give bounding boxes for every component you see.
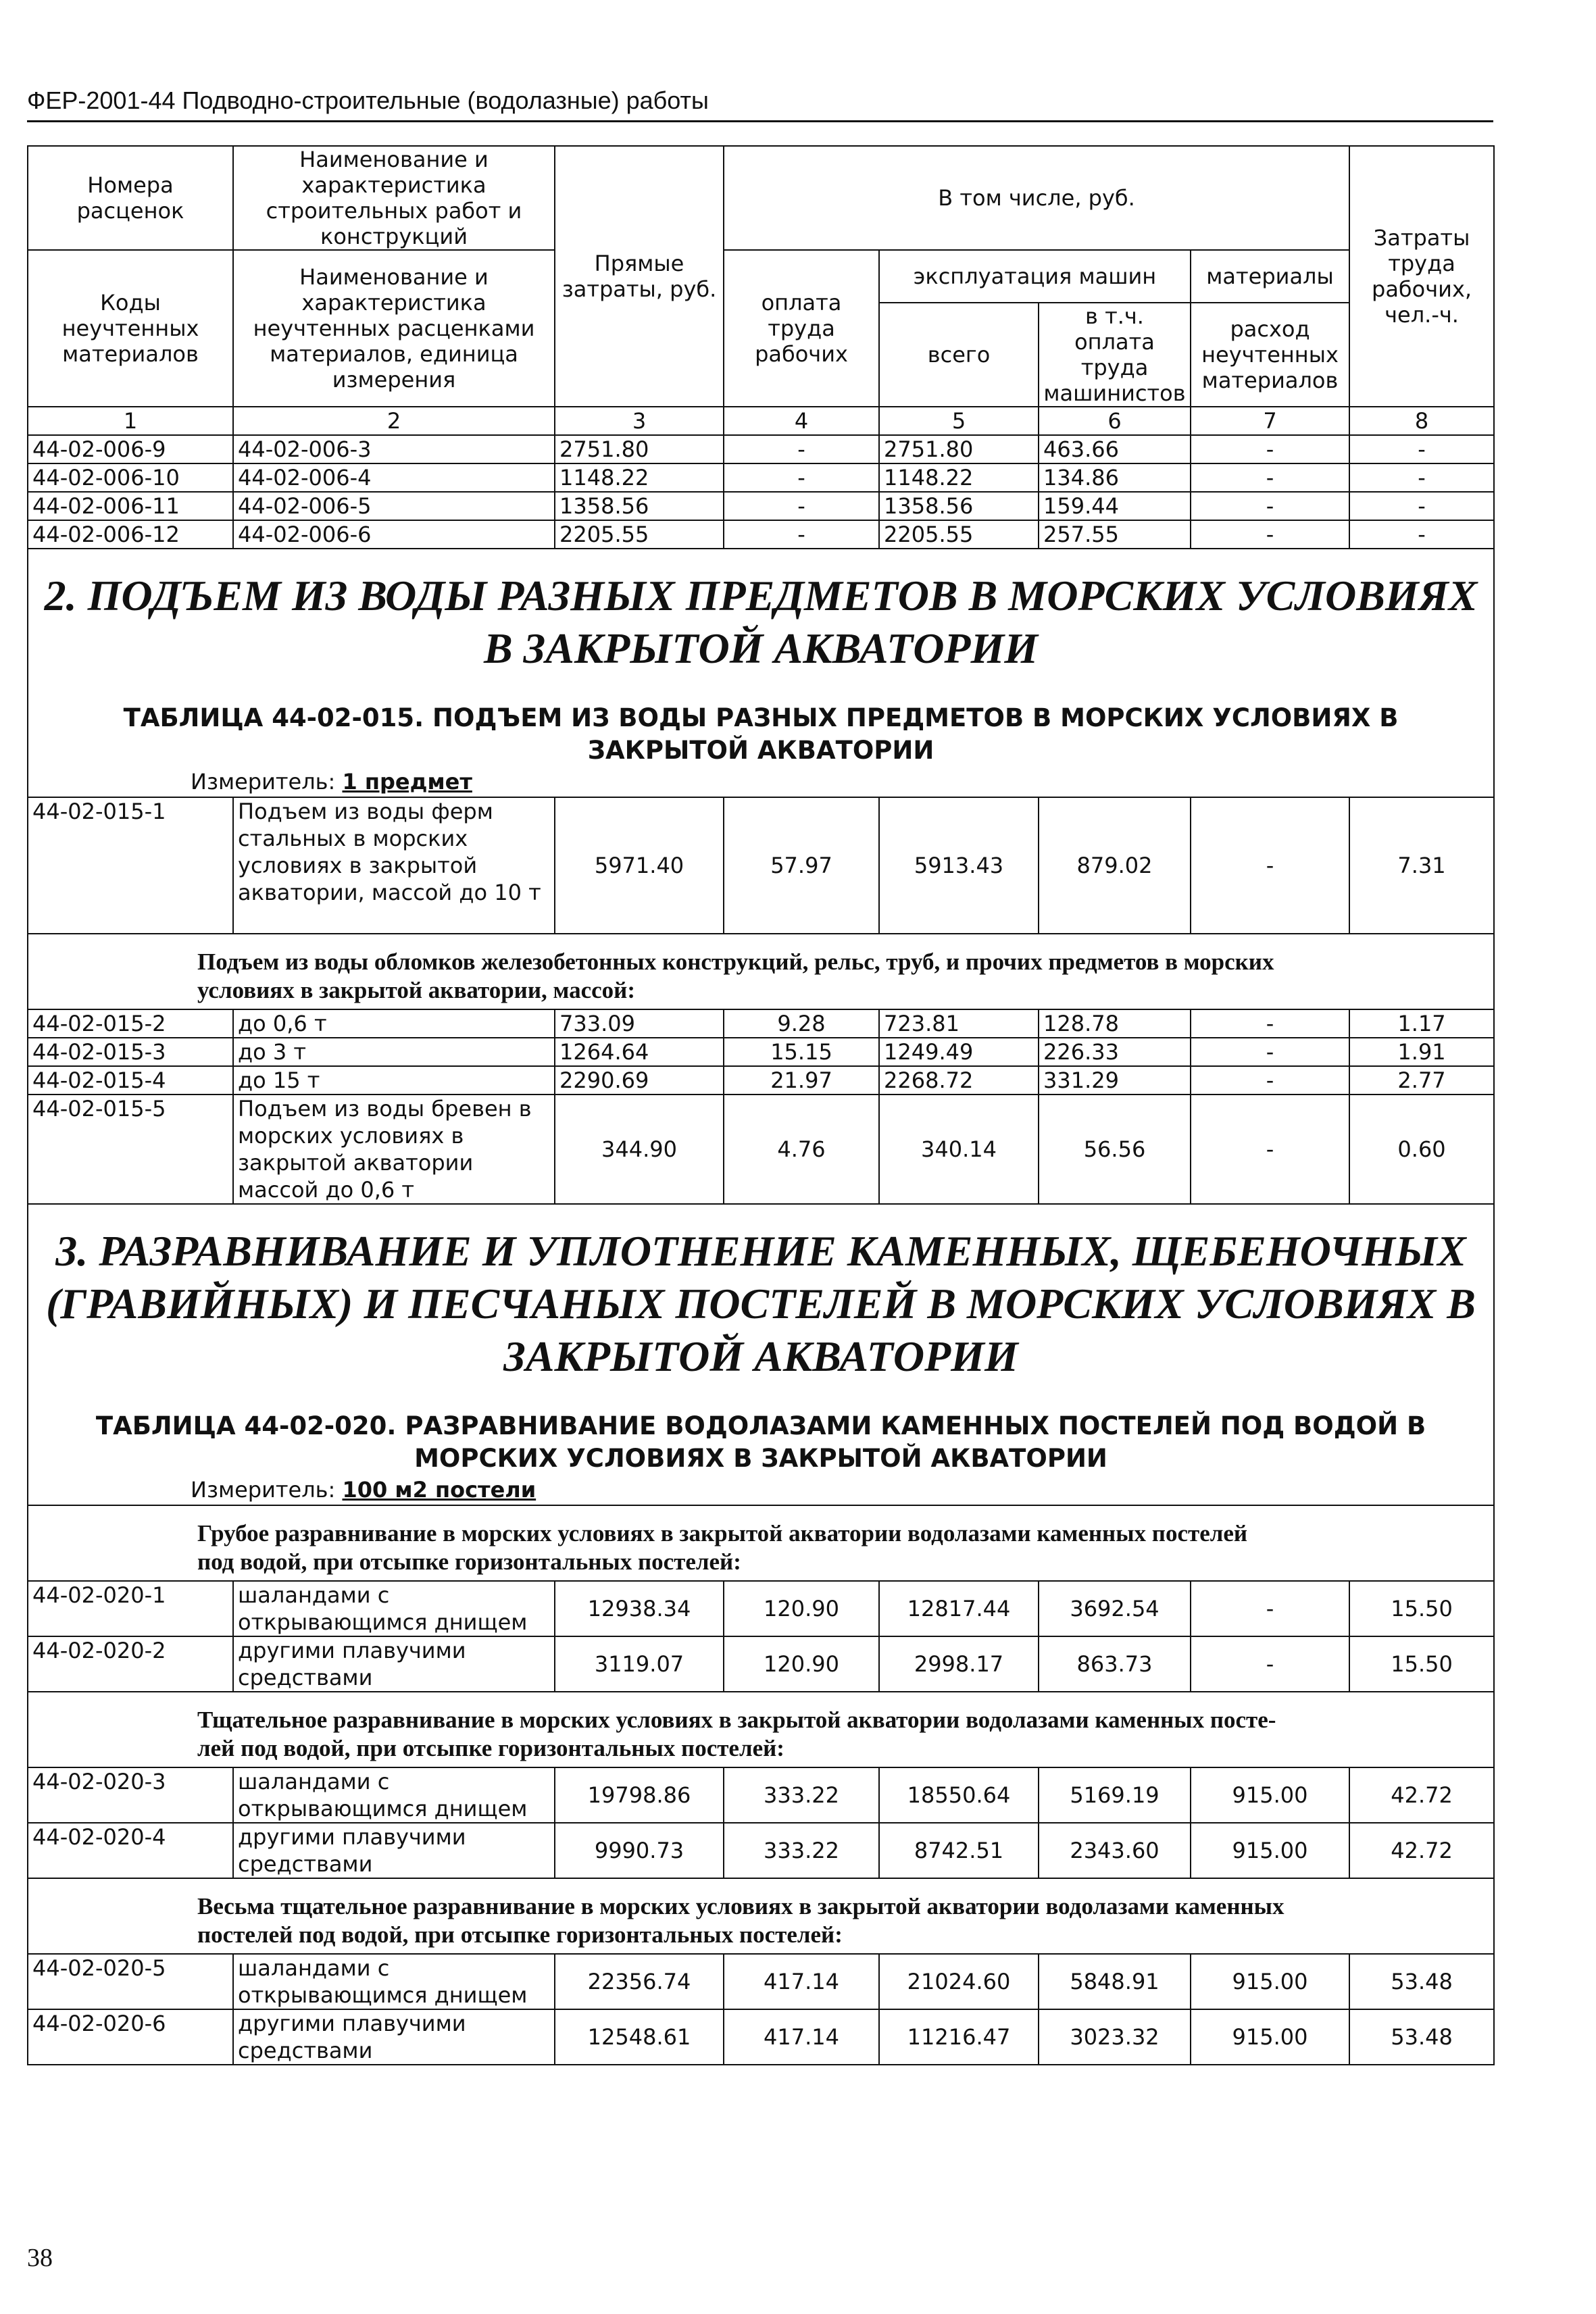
machinist-pay: 879.02 — [1039, 797, 1191, 934]
materials-cost: - — [1191, 1038, 1349, 1066]
machines-cost: 11216.47 — [879, 2009, 1039, 2065]
section-3-title: 3. РАЗРАВНИВАНИЕ И УПЛОТНЕНИЕ КАМЕННЫХ, ЩЕБЕНОЧНЫХ (ГРАВИЙНЫХ) И ПЕСЧАНЫХ ПОСТЕЛЕЙ В МОРСКИХ УСЛОВИЯХ В ЗАКРЫТОЙ АКВАТОРИИ — [46, 1227, 1476, 1380]
worker-pay: 9.28 — [724, 1009, 879, 1038]
labor-hours: 0.60 — [1349, 1095, 1494, 1204]
col-num: 5 — [879, 407, 1039, 435]
direct-cost: 2205.55 — [555, 520, 724, 549]
rate-code: 44-02-020-4 — [28, 1823, 233, 1878]
rate-code: 44-02-006-12 — [28, 520, 233, 549]
table-row — [28, 463, 1494, 492]
worker-pay: 4.76 — [724, 1095, 879, 1204]
labor-hours: 1.91 — [1349, 1038, 1494, 1066]
direct-cost: 19798.86 — [555, 1767, 724, 1823]
labor-hours: 42.72 — [1349, 1767, 1494, 1823]
rate-code: 44-02-020-1 — [28, 1581, 233, 1636]
table-44-02-015-title: ТАБЛИЦА 44-02-015. ПОДЪЕМ ИЗ ВОДЫ РАЗНЫХ ПРЕДМЕТОВ В МОРСКИХ УСЛОВИЯХ В ЗАКРЫТОЙ АКВАТОРИИ — [123, 703, 1399, 765]
machines-cost: 1358.56 — [879, 492, 1039, 520]
labor-hours: 15.50 — [1349, 1636, 1494, 1692]
direct-cost: 344.90 — [555, 1095, 724, 1204]
materials-cost: 915.00 — [1191, 1767, 1349, 1823]
materials-cost: - — [1191, 1009, 1349, 1038]
table-row — [28, 492, 1494, 520]
table-row — [28, 797, 1494, 934]
table-row — [28, 1954, 1494, 2009]
labor-hours: - — [1349, 492, 1494, 520]
machinist-pay: 863.73 — [1039, 1636, 1191, 1692]
header-machines-total: всего — [879, 303, 1039, 407]
rate-code: 44-02-020-2 — [28, 1636, 233, 1692]
worker-pay: - — [724, 463, 879, 492]
worker-pay: - — [724, 435, 879, 463]
table-44-02-015-meter — [28, 767, 1493, 797]
machines-cost: 21024.60 — [879, 1954, 1039, 2009]
header-codes: Номера расценок — [28, 146, 233, 250]
rate-code: 44-02-015-3 — [28, 1038, 233, 1066]
table-row — [28, 1823, 1494, 1878]
rate-code: 44-02-015-4 — [28, 1066, 233, 1095]
worker-pay: 57.97 — [724, 797, 879, 934]
labor-hours: 2.77 — [1349, 1066, 1494, 1095]
rate-name: шаландами с открывающимся днищем — [233, 1581, 555, 1636]
header-machines: эксплуатация машин — [879, 250, 1191, 303]
header-material-name: Наименование и характеристика неучтенных расценками материалов, единица измерения — [233, 250, 555, 407]
materials-cost: - — [1191, 492, 1349, 520]
machines-cost: 2205.55 — [879, 520, 1039, 549]
direct-cost: 9990.73 — [555, 1823, 724, 1878]
rate-name: Подъем из воды бревен в морских условиях в закрытой акватории массой до 0,6 т — [233, 1095, 555, 1204]
labor-hours: 53.48 — [1349, 1954, 1494, 2009]
header-including: В том числе, руб. — [724, 146, 1349, 250]
header-worker-pay: оплата труда рабочих — [724, 250, 879, 407]
worker-pay: 120.90 — [724, 1581, 879, 1636]
table-row — [28, 2009, 1494, 2065]
header-materials: материалы — [1191, 250, 1349, 303]
group-heading — [28, 1506, 1493, 1580]
rate-name: другими плавучими средствами — [233, 2009, 555, 2065]
col-num: 3 — [555, 407, 724, 435]
materials-cost: - — [1191, 1095, 1349, 1204]
rate-name: Подъем из воды ферм стальных в морских условиях в закрытой акватории, массой до 10 т — [233, 797, 555, 934]
direct-cost: 2751.80 — [555, 435, 724, 463]
rate-name: 44-02-006-5 — [233, 492, 555, 520]
rate-code: 44-02-015-1 — [28, 797, 233, 934]
rate-name: другими плавучими средствами — [233, 1823, 555, 1878]
machines-cost: 340.14 — [879, 1095, 1039, 1204]
running-head: ФЕР-2001-44 Подводно-строительные (водолазные) работы — [27, 86, 709, 114]
materials-cost: 915.00 — [1191, 1823, 1349, 1878]
rate-name: другими плавучими средствами — [233, 1636, 555, 1692]
machines-cost: 2268.72 — [879, 1066, 1039, 1095]
header-material-codes: Коды неучтенных материалов — [28, 250, 233, 407]
table-row — [28, 435, 1494, 463]
machinist-pay: 463.66 — [1039, 435, 1191, 463]
machines-cost: 18550.64 — [879, 1767, 1039, 1823]
table-44-02-020-meter — [28, 1475, 1493, 1505]
machines-cost: 5913.43 — [879, 797, 1039, 934]
group-heading-line: Грубое разравнивание в морских условиях в закрытой акватории водолазами каменных постелей — [197, 1520, 1248, 1546]
materials-cost: 915.00 — [1191, 2009, 1349, 2065]
col-num: 4 — [724, 407, 879, 435]
rate-code: 44-02-015-5 — [28, 1095, 233, 1204]
labor-hours: 42.72 — [1349, 1823, 1494, 1878]
machines-cost: 2998.17 — [879, 1636, 1039, 1692]
machines-cost: 1249.49 — [879, 1038, 1039, 1066]
materials-cost: - — [1191, 1581, 1349, 1636]
header-machinist-pay: в т.ч. оплата труда машинистов — [1039, 303, 1191, 407]
machinist-pay: 5169.19 — [1039, 1767, 1191, 1823]
table-44-02-020-title: ТАБЛИЦА 44-02-020. РАЗРАВНИВАНИЕ ВОДОЛАЗАМИ КАМЕННЫХ ПОСТЕЛЕЙ ПОД ВОДОЙ В МОРСКИХ УСЛОВИЯХ В ЗАКРЫТОЙ АКВАТОРИИ — [95, 1411, 1426, 1473]
labor-hours: - — [1349, 463, 1494, 492]
machinist-pay: 5848.91 — [1039, 1954, 1191, 2009]
col-num: 7 — [1191, 407, 1349, 435]
header-row-2 — [28, 250, 1494, 303]
group-heading-row — [28, 1878, 1494, 1954]
header-rule — [27, 120, 1493, 122]
meter-value: 1 предмет — [342, 769, 472, 795]
labor-hours: 1.17 — [1349, 1009, 1494, 1038]
machines-cost: 723.81 — [879, 1009, 1039, 1038]
page-number: 38 — [27, 2244, 53, 2272]
rate-code: 44-02-006-9 — [28, 435, 233, 463]
labor-hours: 53.48 — [1349, 2009, 1494, 2065]
machinist-pay: 3692.54 — [1039, 1581, 1191, 1636]
section-2-row — [28, 549, 1494, 797]
section-3-row — [28, 1204, 1494, 1505]
machinist-pay: 159.44 — [1039, 492, 1191, 520]
worker-pay: 417.14 — [724, 2009, 879, 2065]
machines-cost: 12817.44 — [879, 1581, 1039, 1636]
labor-hours: - — [1349, 435, 1494, 463]
direct-cost: 3119.07 — [555, 1636, 724, 1692]
materials-cost: - — [1191, 1066, 1349, 1095]
group-heading — [28, 1879, 1493, 1953]
rate-code: 44-02-020-3 — [28, 1767, 233, 1823]
materials-cost: - — [1191, 463, 1349, 492]
direct-cost: 1358.56 — [555, 492, 724, 520]
group-heading-line: лей под водой, при отсыпке горизонтальных постелей: — [197, 1735, 784, 1761]
group-heading-row — [28, 934, 1494, 1009]
machines-cost: 1148.22 — [879, 463, 1039, 492]
direct-cost: 12938.34 — [555, 1581, 724, 1636]
machines-cost: 8742.51 — [879, 1823, 1039, 1878]
worker-pay: 333.22 — [724, 1767, 879, 1823]
rate-name: шаландами с открывающимся днищем — [233, 1954, 555, 2009]
worker-pay: 120.90 — [724, 1636, 879, 1692]
labor-hours: 15.50 — [1349, 1581, 1494, 1636]
direct-cost: 1148.22 — [555, 463, 724, 492]
worker-pay: 333.22 — [724, 1823, 879, 1878]
materials-cost: - — [1191, 435, 1349, 463]
group-heading-line: Тщательное разравнивание в морских условиях в закрытой акватории водолазами каменных посте- — [197, 1707, 1276, 1733]
header-name: Наименование и характеристика строительных работ и конструкций — [233, 146, 555, 250]
rate-name: до 3 т — [233, 1038, 555, 1066]
rate-code: 44-02-006-10 — [28, 463, 233, 492]
col-num: 8 — [1349, 407, 1494, 435]
group-heading-line: Подъем из воды обломков железобетонных конструкций, рельс, труб, и прочих предметов в морских — [197, 949, 1274, 975]
machines-cost: 2751.80 — [879, 435, 1039, 463]
direct-cost: 5971.40 — [555, 797, 724, 934]
materials-cost: - — [1191, 797, 1349, 934]
machinist-pay: 128.78 — [1039, 1009, 1191, 1038]
worker-pay: - — [724, 492, 879, 520]
group-heading-line: под водой, при отсыпке горизонтальных постелей: — [197, 1549, 741, 1575]
group-heading-line: постелей под водой, при отсыпке горизонтальных постелей: — [197, 1921, 843, 1948]
labor-hours: - — [1349, 520, 1494, 549]
rate-code: 44-02-020-5 — [28, 1954, 233, 2009]
machinist-pay: 257.55 — [1039, 520, 1191, 549]
worker-pay: 15.15 — [724, 1038, 879, 1066]
rate-code: 44-02-006-11 — [28, 492, 233, 520]
table-row — [28, 1095, 1494, 1204]
direct-cost: 22356.74 — [555, 1954, 724, 2009]
rates-table — [27, 145, 1495, 2065]
rate-code: 44-02-020-6 — [28, 2009, 233, 2065]
machinist-pay: 134.86 — [1039, 463, 1191, 492]
group-heading-row — [28, 1692, 1494, 1767]
table-row — [28, 520, 1494, 549]
col-num: 1 — [28, 407, 233, 435]
direct-cost: 1264.64 — [555, 1038, 724, 1066]
rate-name: 44-02-006-4 — [233, 463, 555, 492]
rate-name: 44-02-006-6 — [233, 520, 555, 549]
header-direct-costs: Прямые затраты, руб. — [555, 146, 724, 407]
labor-hours: 7.31 — [1349, 797, 1494, 934]
group-heading — [28, 1692, 1493, 1767]
worker-pay: 21.97 — [724, 1066, 879, 1095]
meter-label: Измеритель: — [191, 769, 336, 795]
header-unaccounted-materials: расход неучтенных материалов — [1191, 303, 1349, 407]
worker-pay: - — [724, 520, 879, 549]
direct-cost: 733.09 — [555, 1009, 724, 1038]
meter-label: Измеритель: — [191, 1477, 336, 1503]
group-heading-row — [28, 1505, 1494, 1581]
header-row-1 — [28, 146, 1494, 250]
machinist-pay: 331.29 — [1039, 1066, 1191, 1095]
section-2-title: 2. ПОДЪЕМ ИЗ ВОДЫ РАЗНЫХ ПРЕДМЕТОВ В МОРСКИХ УСЛОВИЯХ В ЗАКРЫТОЙ АКВАТОРИИ — [44, 572, 1478, 672]
meter-value: 100 м2 постели — [342, 1477, 537, 1503]
table-row — [28, 1581, 1494, 1636]
group-heading-line: Весьма тщательное разравнивание в морских условиях в закрытой акватории водолазами каменных — [197, 1893, 1285, 1919]
rate-name: 44-02-006-3 — [233, 435, 555, 463]
group-heading-line: условиях в закрытой акватории, массой: — [197, 977, 635, 1003]
col-num: 2 — [233, 407, 555, 435]
materials-cost: 915.00 — [1191, 1954, 1349, 2009]
materials-cost: - — [1191, 1636, 1349, 1692]
table-row — [28, 1009, 1494, 1038]
machinist-pay: 2343.60 — [1039, 1823, 1191, 1878]
machinist-pay: 226.33 — [1039, 1038, 1191, 1066]
header-labor-hours: Затраты труда рабочих, чел.-ч. — [1349, 146, 1494, 407]
machinist-pay: 3023.32 — [1039, 2009, 1191, 2065]
table-row — [28, 1066, 1494, 1095]
column-numbers-row — [28, 407, 1494, 435]
rate-name: до 0,6 т — [233, 1009, 555, 1038]
rate-name: до 15 т — [233, 1066, 555, 1095]
worker-pay: 417.14 — [724, 1954, 879, 2009]
direct-cost: 12548.61 — [555, 2009, 724, 2065]
table-row — [28, 1038, 1494, 1066]
table-row — [28, 1636, 1494, 1692]
table-row — [28, 1767, 1494, 1823]
machinist-pay: 56.56 — [1039, 1095, 1191, 1204]
rate-code: 44-02-015-2 — [28, 1009, 233, 1038]
rate-name: шаландами с открывающимся днищем — [233, 1767, 555, 1823]
col-num: 6 — [1039, 407, 1191, 435]
materials-cost: - — [1191, 520, 1349, 549]
group-heading — [28, 934, 1493, 1009]
direct-cost: 2290.69 — [555, 1066, 724, 1095]
